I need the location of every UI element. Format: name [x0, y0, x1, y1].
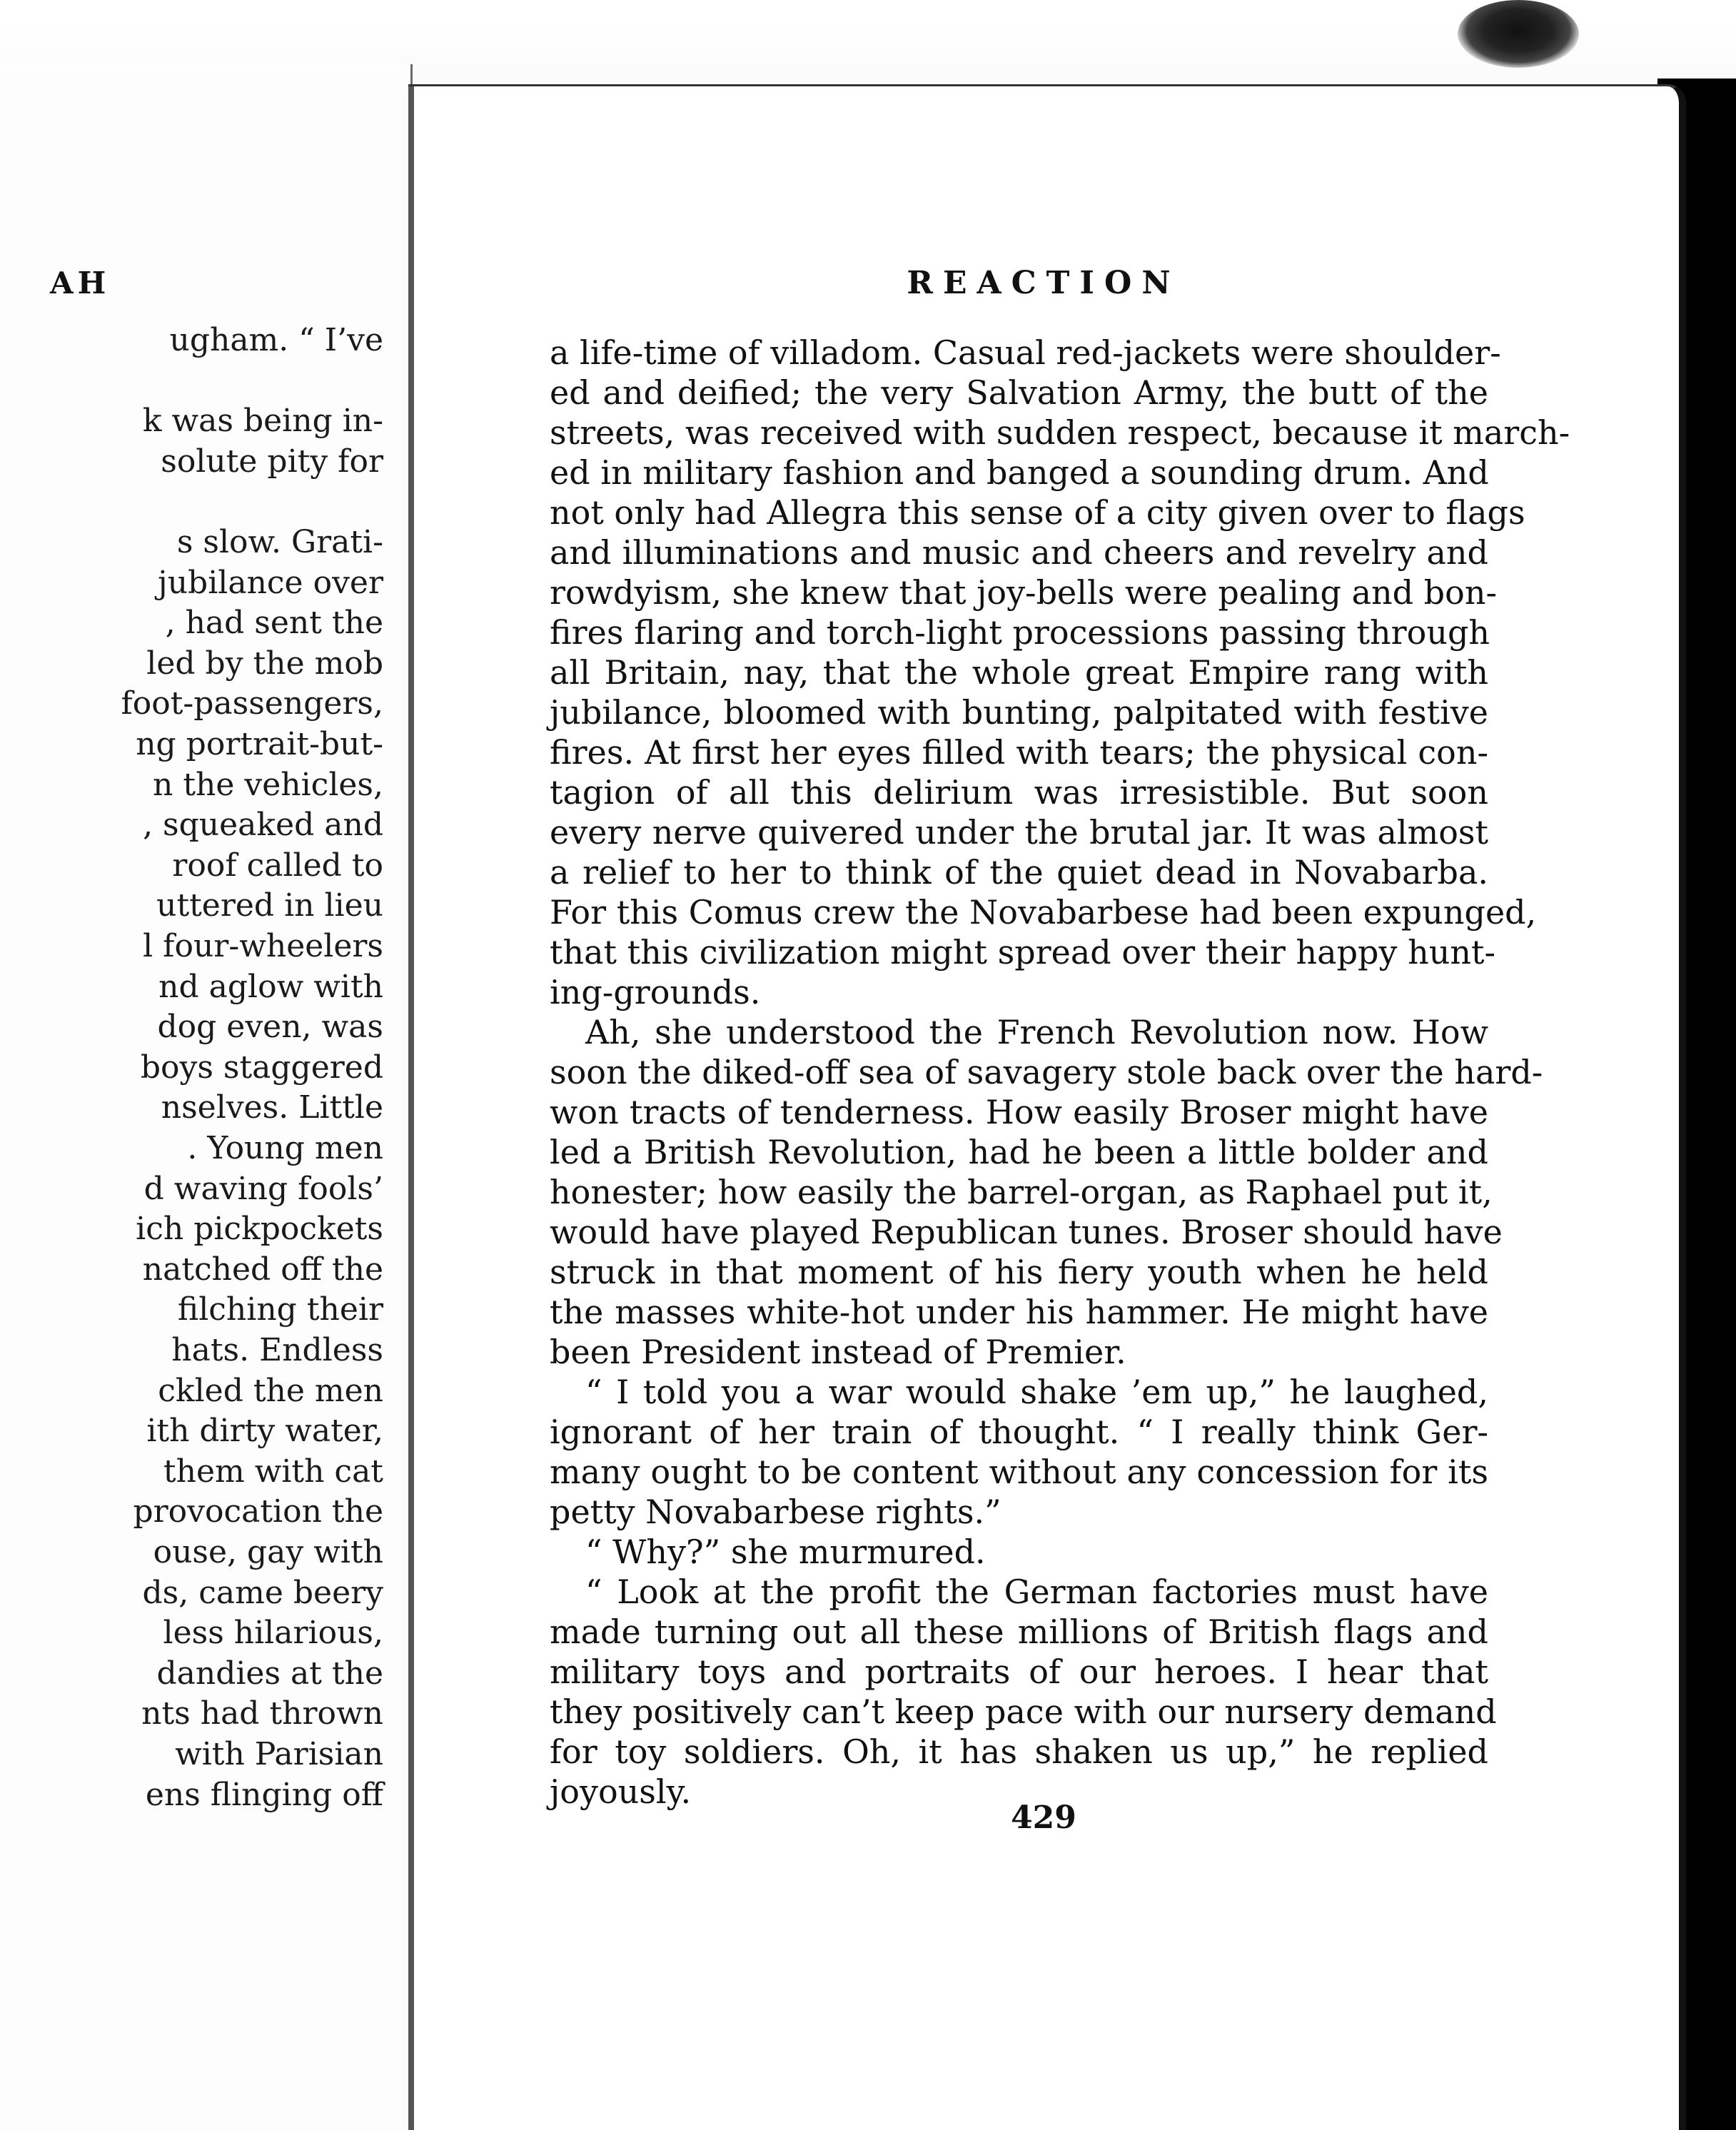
text-line: a life-time of villadom. Casual red-jackets were shoulder-: [550, 333, 1501, 372]
scan-stain: [1458, 0, 1579, 68]
running-title: REACTION: [907, 265, 1181, 301]
right-page: [408, 84, 1686, 2130]
left-text-line: ouse, gay with: [153, 1534, 383, 1570]
text-line: struck in that moment of his fiery youth when he held: [550, 1253, 1488, 1291]
left-text-line: s slow. Grati-: [176, 524, 383, 560]
left-text-line: solute pity for: [161, 443, 383, 480]
text-line: a relief to her to think of the quiet dead in Novabarba.: [550, 853, 1488, 892]
left-text-line: ds, came beery: [142, 1574, 383, 1611]
left-text-line: , squeaked and: [143, 807, 383, 844]
left-text-line: ith dirty water,: [146, 1413, 383, 1450]
left-text-line: uttered in lieu: [156, 887, 383, 924]
text-line: streets, was received with sudden respect, because it march-: [550, 413, 1570, 452]
left-text-line: k was being in-: [142, 403, 383, 440]
text-line: fires flaring and torch-light processions passing through: [550, 613, 1490, 652]
left-text-line: boys staggered: [140, 1049, 383, 1086]
left-text-line: hats. Endless: [171, 1332, 383, 1368]
text-line: ed and deified; the very Salvation Army, the butt of the: [550, 373, 1488, 412]
left-text-line: natched off the: [142, 1251, 383, 1288]
left-text-line: ens flinging off: [145, 1776, 383, 1813]
text-line: rowdyism, she knew that joy-bells were pealing and bon-: [550, 573, 1497, 612]
text-line: For this Comus crew the Novabarbese had been expunged,: [550, 893, 1537, 932]
text-line: Ah, she understood the French Revolution now. How: [585, 1013, 1488, 1051]
left-text-line: provocation the: [133, 1493, 383, 1530]
left-text-line: roof called to: [172, 847, 383, 884]
left-text-line: ugham. “ I’ve: [169, 322, 383, 358]
text-line: won tracts of tenderness. How easily Broser might have: [550, 1093, 1488, 1131]
left-text-line: ckled the men: [158, 1372, 383, 1409]
text-line: “ I told you a war would shake ’em up,” he laughed,: [585, 1373, 1488, 1411]
page-number: 429: [1011, 1800, 1076, 1836]
left-text-line: led by the mob: [146, 645, 383, 682]
text-line: “ Why?” she murmured.: [585, 1533, 986, 1571]
text-line: not only had Allegra this sense of a city given over to flags: [550, 493, 1525, 532]
left-running-head: AH: [50, 266, 111, 301]
text-line: ing-grounds.: [550, 973, 761, 1011]
text-line: every nerve quivered under the brutal jar. It was almost: [550, 813, 1488, 852]
left-text-line: ich pickpockets: [136, 1211, 383, 1248]
text-line: petty Novabarbese rights.”: [550, 1493, 1001, 1531]
text-line: led a British Revolution, had he been a little bolder and: [550, 1133, 1488, 1171]
text-line: made turning out all these millions of British flags and: [550, 1612, 1488, 1651]
body-text: [550, 333, 1570, 1812]
text-line: ed in military fashion and banged a sounding drum. And: [550, 453, 1489, 492]
text-line: “ Look at the profit the German factories must have: [585, 1573, 1488, 1611]
text-line: they positively can’t keep pace with our nursery demand: [550, 1692, 1497, 1731]
left-text-line: foot-passengers,: [121, 685, 383, 722]
text-line: and illuminations and music and cheers and revelry and: [550, 533, 1488, 572]
left-text-line: ng portrait-but-: [136, 726, 383, 762]
text-line: jubilance, bloomed with bunting, palpitated with festive: [550, 693, 1488, 732]
text-line: many ought to be content without any concession for its: [550, 1453, 1488, 1491]
text-line: the masses white-hot under his hammer. He might have: [550, 1293, 1488, 1331]
text-line: been President instead of Premier.: [550, 1333, 1126, 1371]
left-text-line: nd aglow with: [158, 968, 383, 1005]
text-line: for toy soldiers. Oh, it has shaken us up,” he replied: [550, 1732, 1488, 1771]
text-line: military toys and portraits of our heroes. I hear that: [550, 1652, 1488, 1691]
left-text-line: jubilance over: [158, 564, 383, 601]
left-text-line: . Young men: [187, 1130, 383, 1166]
left-text-line: them with cat: [163, 1453, 383, 1490]
left-text-line: nts had thrown: [141, 1695, 383, 1732]
left-page: [0, 64, 413, 2130]
left-text-line: dog even, was: [157, 1009, 383, 1046]
left-text-line: nselves. Little: [161, 1089, 383, 1126]
text-line: all Britain, nay, that the whole great Empire rang with: [550, 653, 1488, 692]
text-line: fires. At first her eyes filled with tears; the physical con-: [550, 733, 1488, 772]
text-line: soon the diked-off sea of savagery stole back over the hard-: [550, 1053, 1543, 1091]
text-line: would have played Republican tunes. Broser should have: [550, 1213, 1503, 1251]
text-line: that this civilization might spread over their happy hunt-: [550, 933, 1495, 971]
left-text-line: n the vehicles,: [153, 766, 383, 803]
left-text-line: less hilarious,: [163, 1615, 383, 1652]
left-text-line: l four-wheelers: [143, 928, 383, 964]
text-line: honester; how easily the barrel-organ, as Raphael put it,: [550, 1173, 1493, 1211]
left-text-line: dandies at the: [156, 1655, 383, 1692]
left-text-line: , had sent the: [165, 605, 383, 642]
left-text-line: d waving fools’: [143, 1170, 383, 1207]
text-line: tagion of all this delirium was irresistible. But soon: [550, 773, 1488, 812]
left-text-line: with Parisian: [175, 1736, 383, 1772]
text-line: ignorant of her train of thought. “ I really think Ger-: [550, 1413, 1488, 1451]
left-text-line: filching their: [177, 1291, 383, 1328]
text-line: joyously.: [550, 1772, 692, 1811]
